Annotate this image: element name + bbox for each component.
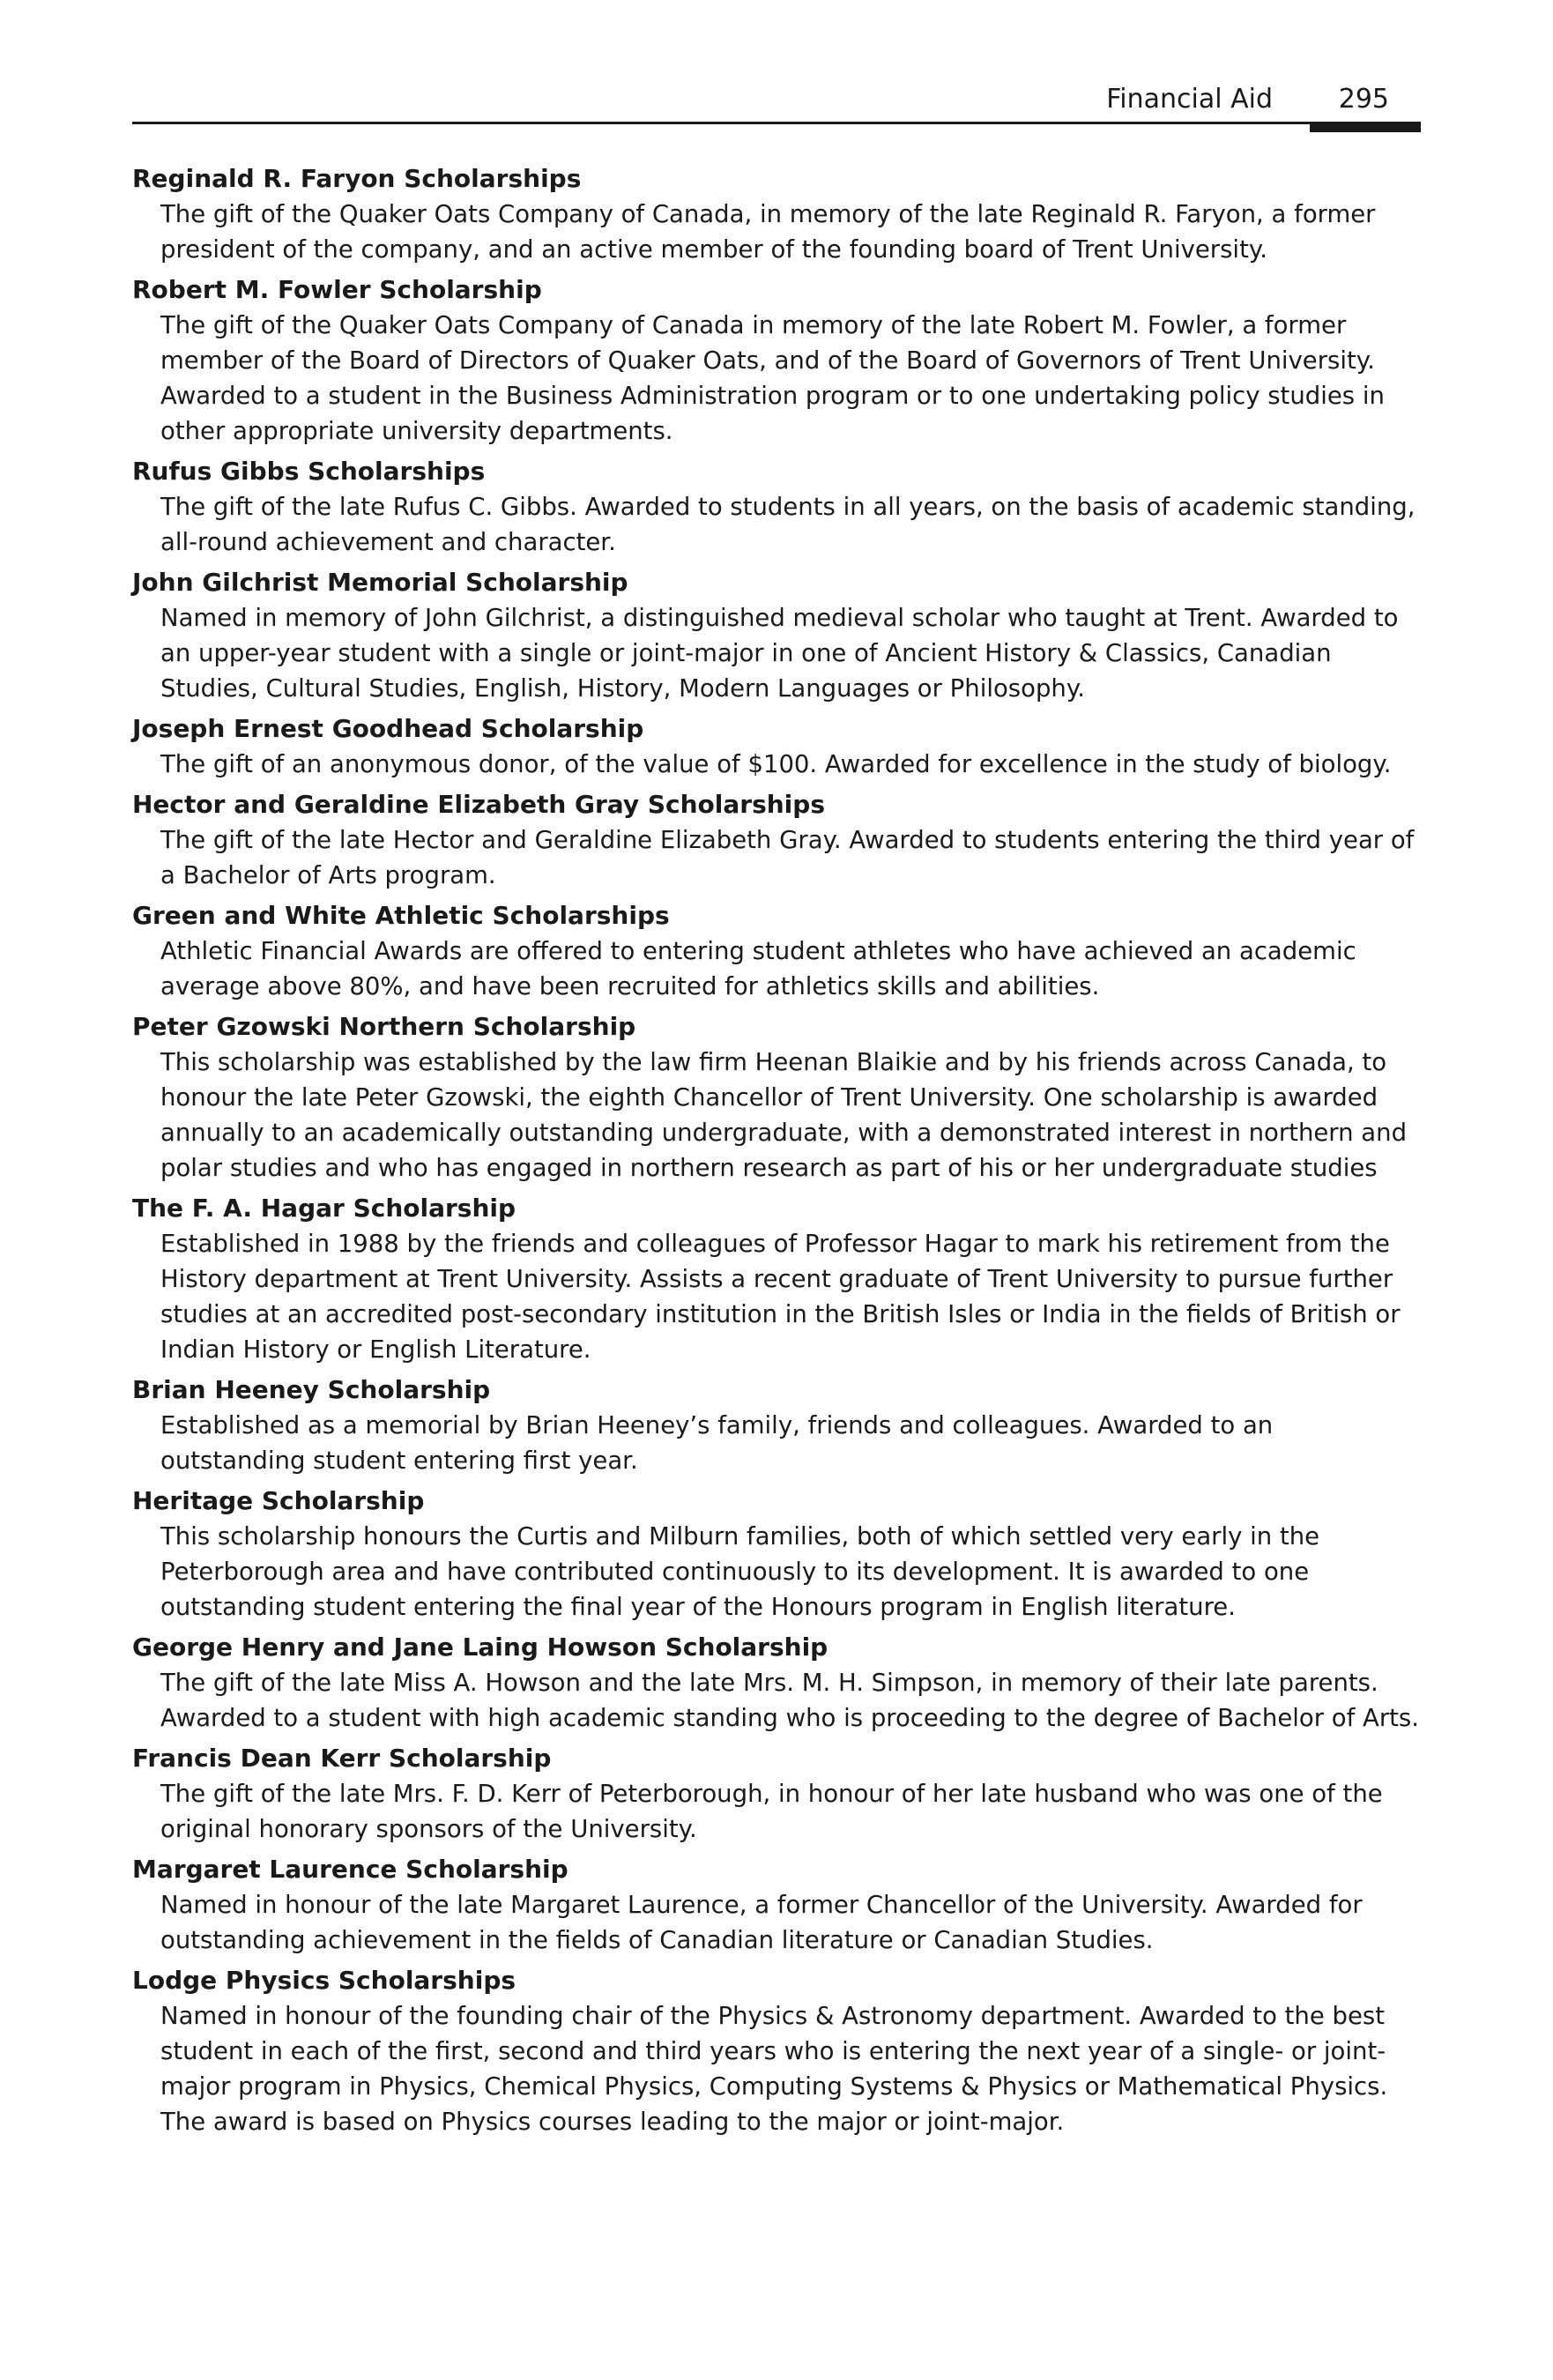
scholarship-entry: [132, 1852, 1421, 1958]
header-rule: [132, 122, 1421, 124]
scholarship-title: Margaret Laurence Scholarship: [132, 1855, 568, 1884]
scholarship-description: Athletic Financial Awards are offered to entering student athletes who have achieved an academic average above 80%, and have been recruited for athletics skills and abilities.: [160, 937, 1356, 1000]
scholarship-entry: [132, 1009, 1421, 1186]
scholarship-title: Robert M. Fowler Scholarship: [132, 275, 542, 304]
scholarship-description: The gift of the Quaker Oats Company of Canada in memory of the late Robert M. Fowler, a former member of the Board of Directors of Quaker Oats, and of the Board of Governors of Trent University. Awarded to a student in the Business Administration program or to one undertaking policy studies in other appropriate university departments.: [160, 311, 1385, 445]
scholarship-description: This scholarship was established by the law firm Heenan Blaikie and by his friends across Canada, to honour the late Peter Gzowski, the eighth Chancellor of Trent University. One scholarship is awarded annually to an academically outstanding undergraduate, with a demonstrated interest in northern and polar studies and who has engaged in northern research as part of his or her undergraduate studies: [160, 1048, 1408, 1182]
scholarship-title: Lodge Physics Scholarships: [132, 1966, 516, 1995]
running-head-section: Financial Aid: [1106, 84, 1273, 115]
scholarship-title: Brian Heeney Scholarship: [132, 1375, 491, 1404]
scholarship-title: Peter Gzowski Northern Scholarship: [132, 1012, 636, 1041]
scholarship-title: Joseph Ernest Goodhead Scholarship: [132, 714, 644, 743]
scholarship-title: Rufus Gibbs Scholarships: [132, 457, 486, 486]
scholarship-entry: [132, 787, 1421, 893]
scholarship-entry: [132, 565, 1421, 706]
scholarship-entry: [132, 711, 1421, 782]
scholarship-title: Green and White Athletic Scholarships: [132, 901, 670, 930]
scholarship-description: The gift of the late Rufus C. Gibbs. Awarded to students in all years, on the basis of academic standing, all-round achievement and character.: [160, 493, 1416, 556]
scholarship-description: Established as a memorial by Brian Heeney’s family, friends and colleagues. Awarded to an outstanding student entering first year.: [160, 1411, 1274, 1475]
scholarship-entry: [132, 1191, 1421, 1367]
scholarship-title: The F. A. Hagar Scholarship: [132, 1194, 516, 1223]
scholarship-description: The gift of the late Hector and Geraldine Elizabeth Gray. Awarded to students entering the third year of a Bachelor of Arts program.: [160, 826, 1415, 889]
scholarship-entry: [132, 1630, 1421, 1736]
scholarship-title: Reginald R. Faryon Scholarships: [132, 164, 582, 193]
scholarship-title: Heritage Scholarship: [132, 1486, 425, 1515]
scholarship-description: Established in 1988 by the friends and colleagues of Professor Hagar to mark his retirement from the History department at Trent University. Assists a recent graduate of Trent University to pursue further studies at an accredited post-secondary institution in the British Isles or India in the fields of British or Indian History or English Literature.: [160, 1230, 1401, 1364]
header-tab-bar: [1310, 122, 1421, 132]
scholarship-entry: [132, 1372, 1421, 1478]
scholarship-description: The gift of the late Miss A. Howson and the late Mrs. M. H. Simpson, in memory of their late parents. Awarded to a student with high academic standing who is proceeding to the degree of Bachelor of Arts.: [160, 1669, 1419, 1732]
scholarship-entry: [132, 1484, 1421, 1625]
scholarship-title: George Henry and Jane Laing Howson Scholarship: [132, 1633, 829, 1662]
scholarship-entry: [132, 898, 1421, 1004]
scholarship-description: Named in memory of John Gilchrist, a distinguished medieval scholar who taught at Trent. Awarded to an upper-year student with a single or joint-major in one of Ancient History & Classics, Canadian Studies, Cultural Studies, English, History, Modern Languages or Philosophy.: [160, 604, 1399, 703]
scholarship-description: The gift of an anonymous donor, of the value of $100. Awarded for excellence in the study of biology.: [160, 750, 1392, 778]
page-header: [132, 81, 1421, 134]
scholarship-description: Named in honour of the late Margaret Laurence, a former Chancellor of the University. Awarded for outstanding achievement in the fields of Canadian literature or Canadian Studies.: [160, 1891, 1363, 1954]
scholarship-description: This scholarship honours the Curtis and Milburn families, both of which settled very early in the Peterborough area and have contributed continuously to its development. It is awarded to one outstanding student entering the final year of the Honours program in English literature.: [160, 1522, 1320, 1621]
scholarship-entry: [132, 161, 1421, 267]
scholarship-title: Hector and Geraldine Elizabeth Gray Scholarships: [132, 790, 825, 819]
scholarship-entry: [132, 1963, 1421, 2139]
scholarship-entry: [132, 1741, 1421, 1847]
scholarship-description: Named in honour of the founding chair of the Physics & Astronomy department. Awarded to the best student in each of the first, second and third years who is entering the next year of a single- or joint-major program in Physics, Chemical Physics, Computing Systems & Physics or Mathematical Physics. The award is based on Physics courses leading to the major or joint-major.: [160, 2002, 1388, 2136]
scholarship-entry: [132, 454, 1421, 560]
scholarship-entry: [132, 272, 1421, 449]
scholarship-title: Francis Dean Kerr Scholarship: [132, 1744, 552, 1773]
scholarship-title: John Gilchrist Memorial Scholarship: [132, 568, 628, 597]
page-number: 295: [1338, 84, 1389, 115]
scholarship-description: The gift of the late Mrs. F. D. Kerr of Peterborough, in honour of her late husband who was one of the original honorary sponsors of the University.: [160, 1780, 1383, 1843]
scholarship-description: The gift of the Quaker Oats Company of Canada, in memory of the late Reginald R. Faryon, a former president of the company, and an active member of the founding board of Trent University.: [160, 200, 1376, 264]
scholarship-list: [132, 161, 1421, 2145]
